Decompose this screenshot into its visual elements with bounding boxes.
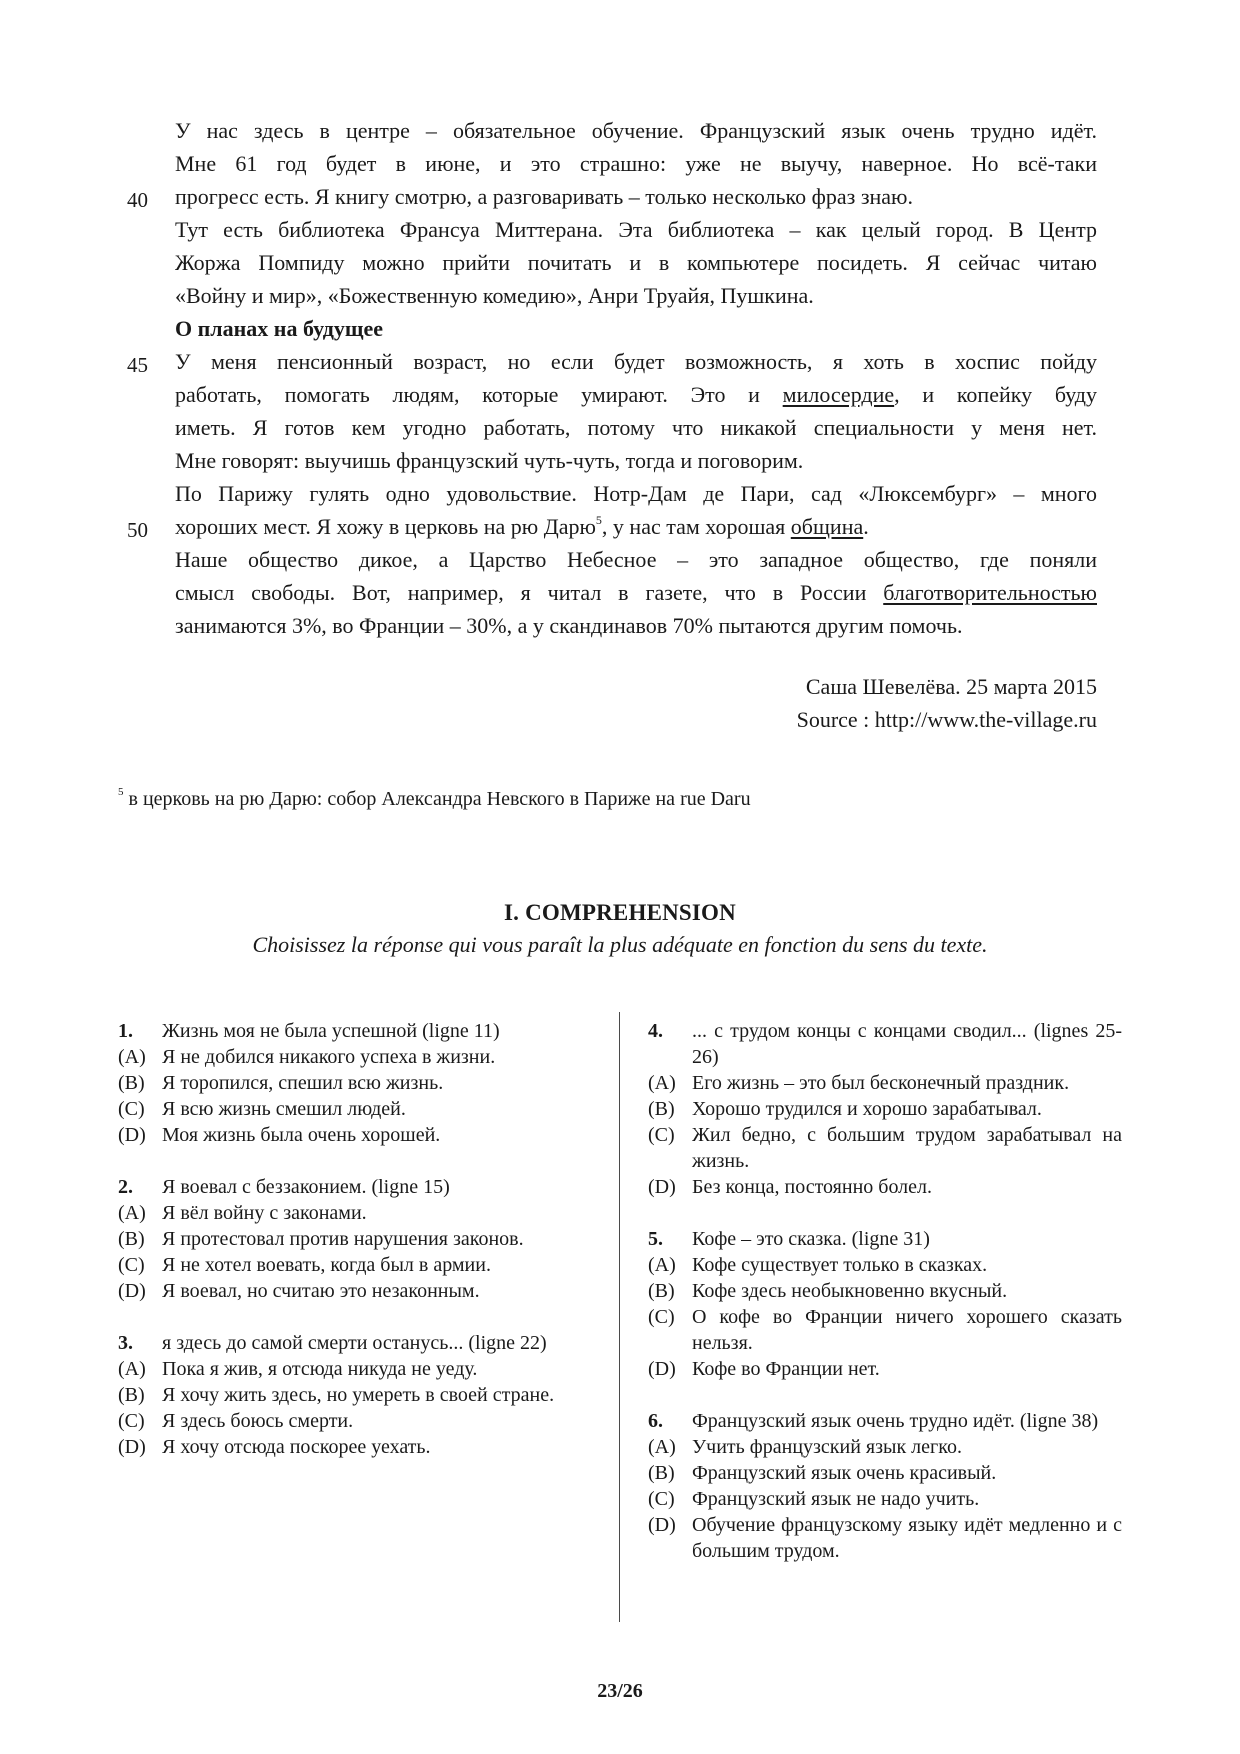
question-stem bbox=[648, 1226, 1122, 1252]
article-attribution bbox=[797, 670, 1097, 736]
option-letter: (A) bbox=[648, 1072, 676, 1094]
question-text: я здесь до самой смерти останусь... (ligne 22) bbox=[162, 1332, 547, 1354]
option-letter: (D) bbox=[118, 1280, 146, 1302]
passage-line-text: , у нас там хорошая bbox=[601, 514, 786, 539]
option-letter: (B) bbox=[648, 1098, 675, 1120]
passage-line-text: работать, помогать людям, которые умирают. Это и bbox=[175, 382, 760, 407]
answer-option[interactable] bbox=[118, 1070, 592, 1096]
section-title: I. COMPREHENSION bbox=[504, 900, 736, 925]
vocab-word-underlined: община bbox=[790, 514, 864, 539]
option-text: Учить французский язык легко. bbox=[692, 1436, 962, 1458]
answer-option[interactable] bbox=[118, 1044, 592, 1070]
option-text: Я торопился, спешил всю жизнь. bbox=[162, 1072, 444, 1094]
passage-line: Мне говорят: выучишь французский чуть-чуть, тогда и поговорим. bbox=[175, 448, 804, 473]
option-letter: (A) bbox=[118, 1046, 146, 1068]
author-date: Саша Шевелёва. 25 марта 2015 bbox=[805, 674, 1097, 699]
vocab-word-underlined: милосердие bbox=[782, 382, 895, 407]
line-number: 50 bbox=[127, 518, 148, 542]
question-stem bbox=[118, 1330, 592, 1356]
question-number: 4. bbox=[648, 1020, 663, 1042]
option-letter: (D) bbox=[648, 1176, 676, 1198]
line-number: 40 bbox=[127, 188, 148, 212]
answer-option[interactable] bbox=[648, 1512, 1122, 1564]
answer-option[interactable] bbox=[118, 1434, 592, 1460]
answer-option[interactable] bbox=[118, 1408, 592, 1434]
option-text: Французский язык очень красивый. bbox=[692, 1462, 997, 1484]
answer-option[interactable] bbox=[118, 1226, 592, 1252]
option-text: Пока я жив, я отсюда никуда не уеду. bbox=[162, 1358, 478, 1380]
answer-option[interactable] bbox=[648, 1252, 1122, 1278]
question-block bbox=[118, 1174, 592, 1304]
answer-option[interactable] bbox=[648, 1174, 1122, 1200]
question-stem bbox=[648, 1408, 1122, 1434]
option-letter: (C) bbox=[118, 1410, 145, 1432]
answer-option[interactable] bbox=[118, 1356, 592, 1382]
option-text: О кофе во Франции ничего хорошего сказать нельзя. bbox=[692, 1306, 1122, 1354]
option-text: Его жизнь – это был бесконечный праздник. bbox=[692, 1072, 1070, 1094]
option-letter: (B) bbox=[118, 1228, 145, 1250]
answer-option[interactable] bbox=[648, 1486, 1122, 1512]
answer-option[interactable] bbox=[648, 1460, 1122, 1486]
option-text: Французский язык не надо учить. bbox=[692, 1488, 980, 1510]
question-number: 2. bbox=[118, 1176, 133, 1198]
option-letter: (A) bbox=[118, 1358, 146, 1380]
passage-line: У нас здесь в центре – обязательное обучение. Французский язык очень трудно идёт. bbox=[175, 118, 1097, 143]
question-number: 3. bbox=[118, 1332, 133, 1354]
answer-option[interactable] bbox=[648, 1356, 1122, 1382]
column-divider bbox=[619, 1012, 620, 1622]
passage-line: Жоржа Помпиду можно прийти почитать и в компьютере посидеть. Я сейчас читаю bbox=[175, 250, 1097, 275]
passage-line: занимаются 3%, во Франции – 30%, а у скандинавов 70% пытаются другим помочь. bbox=[175, 613, 963, 638]
question-block bbox=[648, 1018, 1122, 1200]
answer-option[interactable] bbox=[648, 1070, 1122, 1096]
question-number: 5. bbox=[648, 1228, 663, 1250]
option-letter: (D) bbox=[118, 1124, 146, 1146]
option-letter: (C) bbox=[118, 1098, 145, 1120]
passage-line bbox=[175, 378, 1097, 411]
question-text: Кофе – это сказка. (ligne 31) bbox=[692, 1228, 930, 1250]
answer-option[interactable] bbox=[648, 1304, 1122, 1356]
question-block bbox=[118, 1330, 592, 1460]
section-instructions: Choisissez la réponse qui vous paraît la plus adéquate en fonction du sens du texte. bbox=[252, 932, 988, 957]
answer-option[interactable] bbox=[648, 1096, 1122, 1122]
passage-line bbox=[175, 576, 1097, 609]
question-block bbox=[648, 1408, 1122, 1564]
passage-line-text: У меня пенсионный возраст, но если будет возможность, я хоть в хоспис пойду bbox=[175, 349, 1097, 374]
option-letter: (B) bbox=[648, 1280, 675, 1302]
option-letter: (B) bbox=[118, 1072, 145, 1094]
answer-option[interactable] bbox=[118, 1252, 592, 1278]
footnote-text: в церковь на рю Дарю: собор Александра Невского в Париже на rue Daru bbox=[128, 788, 751, 810]
source-line: Source : http://www.the-village.ru bbox=[796, 707, 1097, 732]
option-text: Я вёл войну с законами. bbox=[162, 1202, 367, 1224]
option-text: Кофе существует только в сказках. bbox=[692, 1254, 988, 1276]
option-text: Моя жизнь была очень хорошей. bbox=[162, 1124, 441, 1146]
passage-line: Тут есть библиотека Франсуа Миттерана. Эта библиотека – как целый город. В Центр bbox=[175, 217, 1097, 242]
option-letter: (C) bbox=[118, 1254, 145, 1276]
option-text: Без конца, постоянно болел. bbox=[692, 1176, 933, 1198]
passage-line bbox=[127, 510, 1097, 543]
option-letter: (B) bbox=[648, 1462, 675, 1484]
footnote-mark: 5 bbox=[118, 786, 124, 799]
question-text: Жизнь моя не была успешной (ligne 11) bbox=[162, 1020, 500, 1042]
passage-subheading: О планах на будущее bbox=[175, 316, 383, 341]
question-stem bbox=[648, 1018, 1122, 1070]
option-text: Я воевал, но считаю это незаконным. bbox=[162, 1280, 480, 1302]
answer-option[interactable] bbox=[648, 1122, 1122, 1174]
answer-option[interactable] bbox=[648, 1278, 1122, 1304]
option-text: Я не добился никакого успеха в жизни. bbox=[162, 1046, 496, 1068]
questions-column-left bbox=[118, 1018, 592, 1486]
question-stem bbox=[118, 1018, 592, 1044]
option-letter: (A) bbox=[648, 1254, 676, 1276]
option-letter: (D) bbox=[648, 1358, 676, 1380]
answer-option[interactable] bbox=[118, 1200, 592, 1226]
footnote-reference: 5 bbox=[595, 512, 602, 527]
option-text: Хорошо трудился и хорошо зарабатывал. bbox=[692, 1098, 1042, 1120]
option-text: Кофе во Франции нет. bbox=[692, 1358, 880, 1380]
question-number: 1. bbox=[118, 1020, 133, 1042]
option-letter: (B) bbox=[118, 1384, 145, 1406]
passage-line: «Войну и мир», «Божественную комедию», Анри Труайя, Пушкина. bbox=[175, 283, 814, 308]
question-stem bbox=[118, 1174, 592, 1200]
answer-option[interactable] bbox=[118, 1278, 592, 1304]
option-text: Я хочу отсюда поскорее уехать. bbox=[162, 1436, 431, 1458]
question-number: 6. bbox=[648, 1410, 663, 1432]
option-text: Я всю жизнь смешил людей. bbox=[162, 1098, 406, 1120]
option-letter: (A) bbox=[118, 1202, 146, 1224]
question-block bbox=[118, 1018, 592, 1148]
footnote bbox=[118, 784, 751, 814]
option-letter: (C) bbox=[648, 1124, 675, 1146]
option-letter: (D) bbox=[118, 1436, 146, 1458]
option-letter: (C) bbox=[648, 1488, 675, 1510]
passage-line: По Парижу гулять одно удовольствие. Нотр-Дам де Пари, сад «Люксембург» – много bbox=[175, 481, 1097, 506]
question-text: Я воевал с беззаконием. (ligne 15) bbox=[162, 1176, 450, 1198]
passage-line-text: смысл свободы. Вот, например, я читал в газете, что в России bbox=[175, 580, 867, 605]
passage-line-text: хороших мест. Я хожу в церковь на рю Дарю bbox=[175, 514, 596, 539]
page-number: 23/26 bbox=[597, 1680, 643, 1702]
passage-line bbox=[127, 180, 1097, 213]
question-text: ... с трудом концы с концами сводил... (lignes 25-26) bbox=[692, 1020, 1122, 1068]
line-number: 45 bbox=[127, 353, 148, 377]
passage-line-text: прогресс есть. Я книгу смотрю, а разговаривать – только несколько фраз знаю. bbox=[175, 184, 913, 209]
passage-line-text: . bbox=[863, 514, 869, 539]
option-text: Я здесь боюсь смерти. bbox=[162, 1410, 354, 1432]
passage-line: иметь. Я готов кем угодно работать, потому что никакой специальности у меня нет. bbox=[175, 415, 1097, 440]
option-letter: (A) bbox=[648, 1436, 676, 1458]
answer-option[interactable] bbox=[648, 1434, 1122, 1460]
passage-line bbox=[127, 345, 1097, 378]
passage-line: Мне 61 год будет в июне, и это страшно: уже не выучу, наверное. Но всё-таки bbox=[175, 151, 1097, 176]
option-text: Жил бедно, с большим трудом зарабатывал на жизнь. bbox=[692, 1124, 1122, 1172]
reading-passage bbox=[127, 114, 1097, 642]
question-text: Французский язык очень трудно идёт. (ligne 38) bbox=[692, 1410, 1099, 1432]
option-text: Обучение французскому языку идёт медленно и с большим трудом. bbox=[692, 1514, 1122, 1562]
answer-option[interactable] bbox=[118, 1122, 592, 1148]
question-block bbox=[648, 1226, 1122, 1382]
vocab-word-underlined: благотворительностью bbox=[883, 580, 1097, 605]
option-letter: (D) bbox=[648, 1514, 676, 1536]
option-text: Я хочу жить здесь, но умереть в своей стране. bbox=[162, 1384, 555, 1406]
answer-option[interactable] bbox=[118, 1382, 592, 1408]
option-letter: (C) bbox=[648, 1306, 675, 1328]
option-text: Я не хотел воевать, когда был в армии. bbox=[162, 1254, 491, 1276]
option-text: Я протестовал против нарушения законов. bbox=[162, 1228, 524, 1250]
answer-option[interactable] bbox=[118, 1096, 592, 1122]
option-text: Кофе здесь необыкновенно вкусный. bbox=[692, 1280, 1008, 1302]
passage-line: Наше общество дикое, а Царство Небесное – это западное общество, где поняли bbox=[175, 547, 1097, 572]
questions-column-right bbox=[648, 1018, 1122, 1590]
passage-line-text: , и копейку буду bbox=[894, 382, 1097, 407]
